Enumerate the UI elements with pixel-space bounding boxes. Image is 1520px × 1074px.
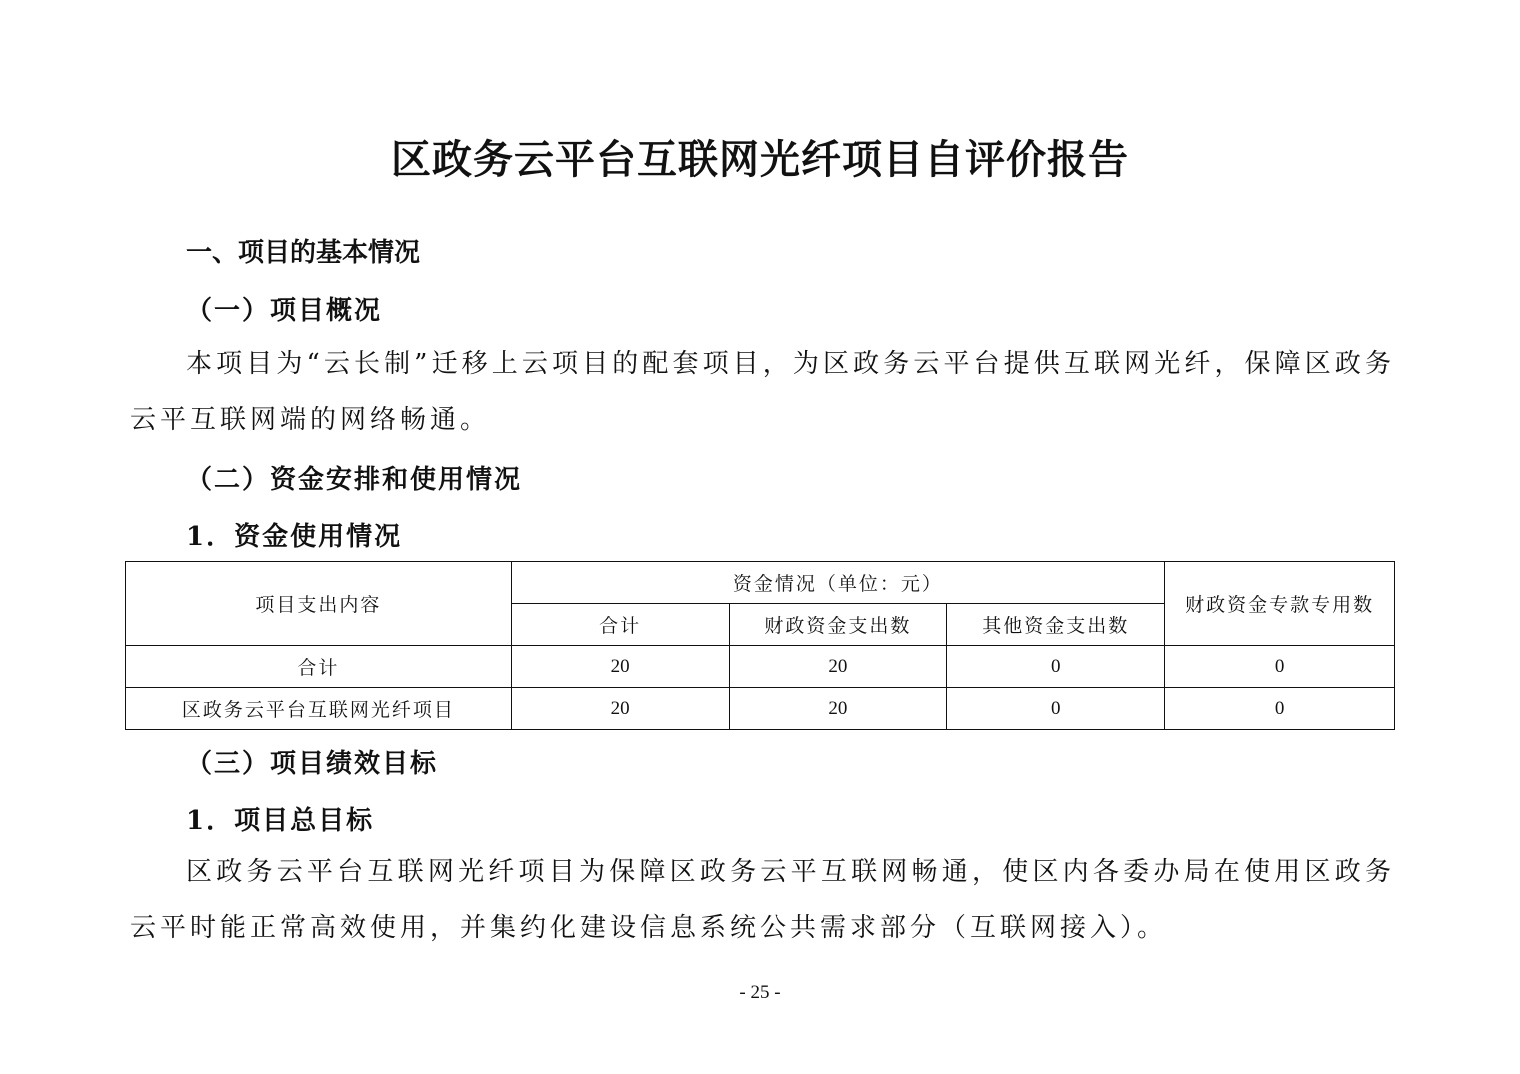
cell-total: 20 <box>511 688 729 730</box>
header-fund-group: 资金情况（单位：元） <box>511 562 1164 604</box>
subsection-heading-funding: （二）资金安排和使用情况 <box>186 465 523 495</box>
page-number: - 25 - <box>739 982 781 1003</box>
cell-fiscal: 20 <box>729 688 947 730</box>
header-content: 项目支出内容 <box>126 562 512 646</box>
cell-other: 0 <box>947 646 1165 688</box>
table-row <box>126 646 1395 688</box>
header-total: 合计 <box>511 604 729 646</box>
section-heading-basic-info: 一、项目的基本情况 <box>186 238 421 268</box>
fund-usage-table <box>125 561 1395 730</box>
subsection-heading-performance: （三）项目绩效目标 <box>186 749 439 779</box>
cell-special: 0 <box>1165 688 1395 730</box>
cell-special: 0 <box>1165 646 1395 688</box>
cell-other: 0 <box>947 688 1165 730</box>
cell-fiscal: 20 <box>729 646 947 688</box>
overview-paragraph: 本项目为“云长制”迁移上云项目的配套项目，为区政务云平台提供互联网光纤，保障区政务云平互联网端的网络畅通。 <box>130 349 1395 435</box>
cell-total: 20 <box>511 646 729 688</box>
goal-paragraph: 区政务云平台互联网光纤项目为保障区政务云平互联网畅通，使区内各委办局在使用区政务云平时能正常高效使用，并集约化建设信息系统公共需求部分（互联网接入）。 <box>130 857 1395 943</box>
subsection-heading-overview: （一）项目概况 <box>186 296 383 326</box>
table-row <box>126 688 1395 730</box>
report-title: 区政务云平台互联网光纤项目自评价报告 <box>391 136 1129 183</box>
item-heading-overall-goal: 1．项目总目标 <box>186 806 375 836</box>
cell-content: 合计 <box>126 646 512 688</box>
item-heading-fund-usage: 1．资金使用情况 <box>186 522 403 552</box>
header-special: 财政资金专款专用数 <box>1165 562 1395 646</box>
header-other: 其他资金支出数 <box>947 604 1165 646</box>
cell-content: 区政务云平台互联网光纤项目 <box>126 688 512 730</box>
header-fiscal: 财政资金支出数 <box>729 604 947 646</box>
